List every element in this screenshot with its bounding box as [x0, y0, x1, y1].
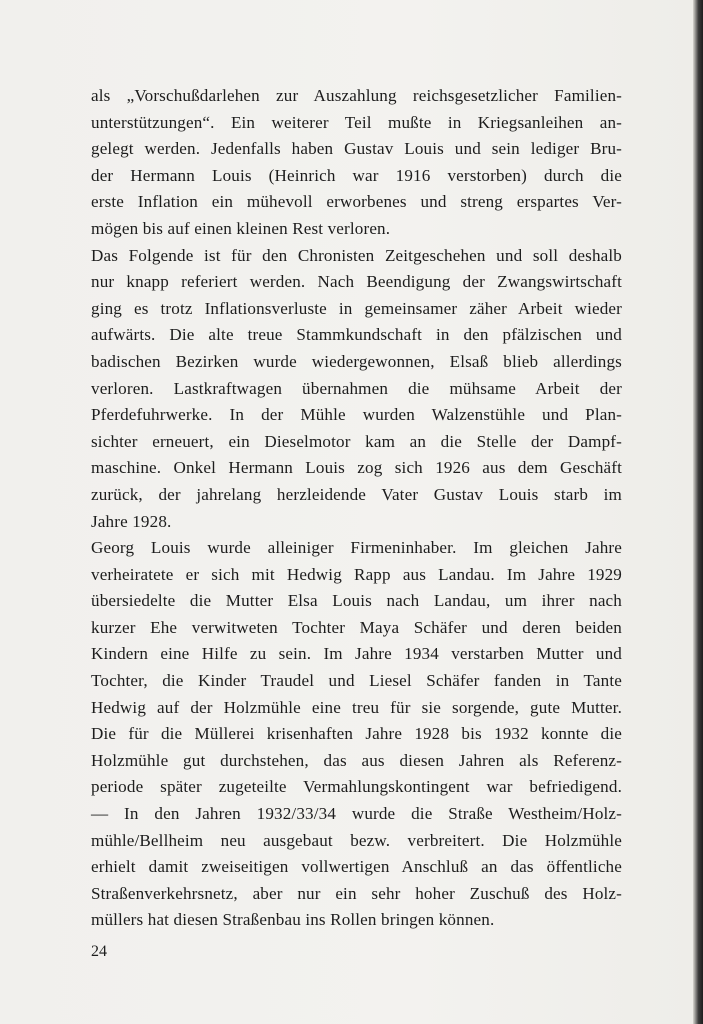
text-line: der Hermann Louis (Heinrich war 1916 verstorben) durch die [91, 165, 622, 185]
text-line: Straßenverkehrsnetz, aber nur ein sehr hoher Zuschuß des Holz- [91, 883, 622, 903]
body-text [91, 83, 622, 934]
text-line: Hedwig auf der Holzmühle eine treu für sie sorgende, gute Mutter. [91, 697, 622, 717]
text-line: erste Inflation ein mühevoll erworbenes und streng erspartes Ver- [91, 192, 622, 212]
text-line: Pferdefuhrwerke. In der Mühle wurden Walzenstühle und Plan- [91, 405, 622, 425]
text-line: mögen bis auf einen kleinen Rest verloren. [91, 218, 391, 238]
text-line: zurück, der jahrelang herzleidende Vater Gustav Louis starb im [91, 484, 622, 504]
text-line: kurzer Ehe verwitweten Tochter Maya Schäfer und deren beiden [91, 617, 622, 637]
text-line: erhielt damit zweiseitigen vollwertigen Anschluß an das öffentliche [91, 857, 622, 877]
paragraph-2 [91, 243, 622, 536]
text-line: aufwärts. Die alte treue Stammkundschaft in den pfälzischen und [91, 325, 622, 345]
text-line: Kindern eine Hilfe zu sein. Im Jahre 1934 verstarben Mutter und [91, 644, 622, 664]
text-line: ging es trotz Inflationsverluste in gemeinsamer zäher Arbeit wieder [91, 298, 622, 318]
text-line: verheiratete er sich mit Hedwig Rapp aus Landau. Im Jahre 1929 [91, 564, 622, 584]
text-line: badischen Bezirken wurde wiedergewonnen, Elsaß blieb allerdings [91, 351, 622, 371]
text-line: verloren. Lastkraftwagen übernahmen die mühsame Arbeit der [91, 378, 622, 398]
text-line: Tochter, die Kinder Traudel und Liesel Schäfer fanden in Tante [91, 671, 622, 691]
text-line: nur knapp referiert werden. Nach Beendigung der Zwangswirtschaft [91, 272, 622, 292]
text-line: sichter erneuert, ein Dieselmotor kam an die Stelle der Dampf- [91, 431, 622, 451]
text-line: maschine. Onkel Hermann Louis zog sich 1926 aus dem Geschäft [91, 458, 622, 478]
text-line: Das Folgende ist für den Chronisten Zeitgeschehen und soll deshalb [91, 245, 622, 265]
text-line: — In den Jahren 1932/33/34 wurde die Straße Westheim/Holz- [91, 804, 622, 824]
page-edge-shadow [693, 0, 703, 1024]
text-line: Die für die Müllerei krisenhaften Jahre 1928 bis 1932 konnte die [91, 724, 622, 744]
text-line: Jahre 1928. [91, 511, 172, 531]
paragraph-1 [91, 83, 622, 243]
text-line: periode später zugeteilte Vermahlungskontingent war befriedigend. [91, 777, 622, 797]
text-line: Holzmühle gut durchstehen, das aus diesen Jahren als Referenz- [91, 750, 622, 770]
text-line: Georg Louis wurde alleiniger Firmeninhaber. Im gleichen Jahre [91, 538, 622, 558]
text-line: gelegt werden. Jedenfalls haben Gustav Louis und sein lediger Bru- [91, 139, 622, 159]
paragraph-3 [91, 535, 622, 934]
text-line: als „Vorschußdarlehen zur Auszahlung reichsgesetzlicher Familien- [91, 86, 622, 105]
page-number: 24 [91, 943, 107, 960]
text-line: müllers hat diesen Straßenbau ins Rollen bringen können. [91, 910, 495, 930]
text-line: übersiedelte die Mutter Elsa Louis nach Landau, um ihrer nach [91, 591, 622, 611]
text-line: mühle/Bellheim neu ausgebaut bezw. verbreitert. Die Holzmühle [91, 830, 622, 850]
text-line: unterstützungen“. Ein weiterer Teil mußte in Kriegsanleihen an- [91, 112, 622, 132]
